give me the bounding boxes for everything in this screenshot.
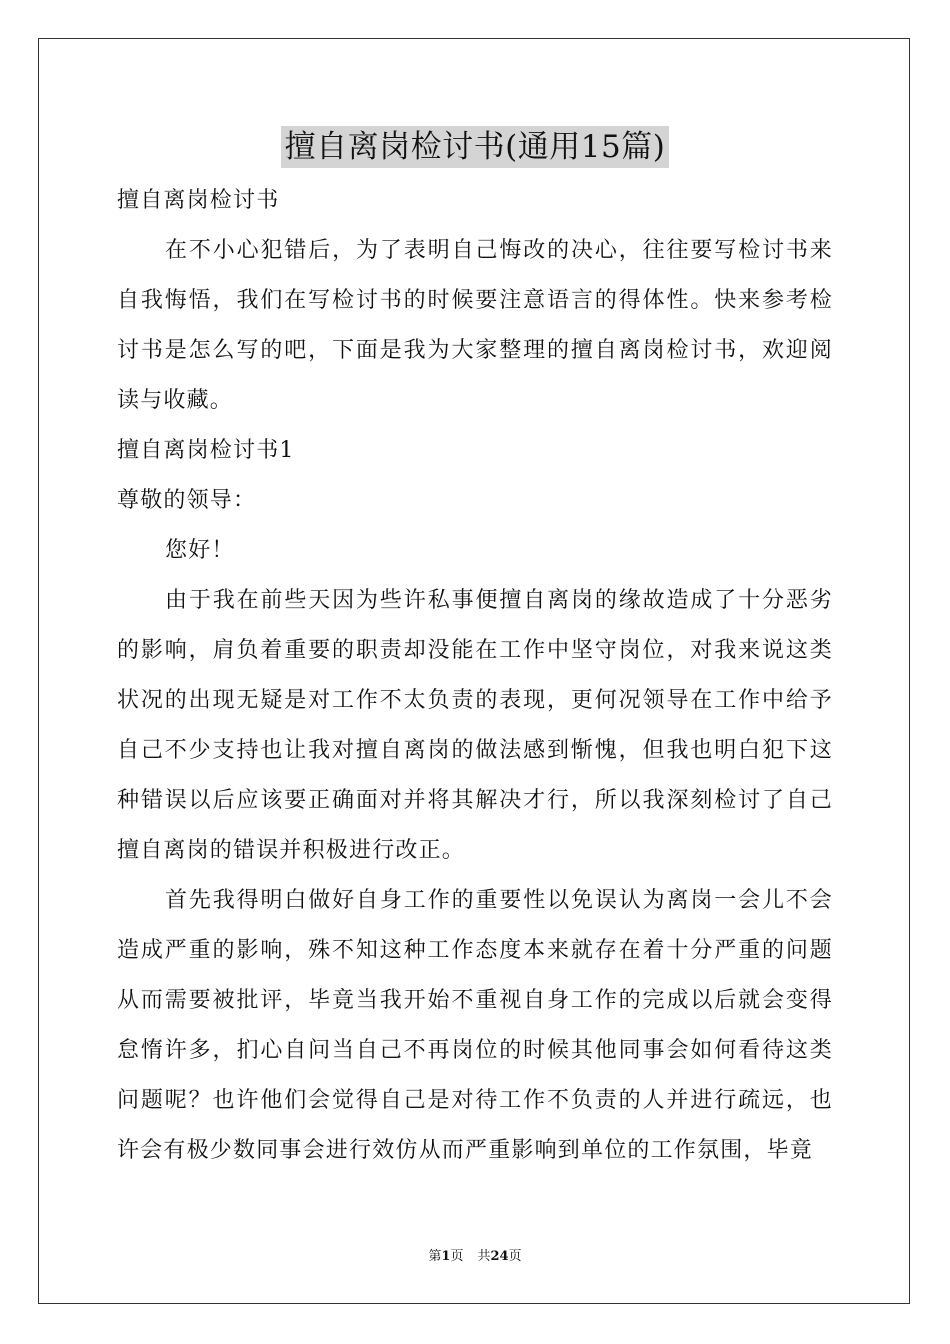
intro-paragraph: 在不小心犯错后，为了表明自己悔改的决心，往往要写检讨书来自我悔悟，我们在写检讨书的时候要注意语言的得体性。快来参考检讨书是怎么写的吧，下面是我为大家整理的擅自离岗检讨书，欢迎阅读与收藏。: [117, 238, 833, 413]
total-pages: 24: [490, 1249, 509, 1264]
document-subtitle: 擅自离岗检讨书: [117, 188, 280, 213]
total-suffix: 页: [508, 1249, 522, 1264]
body-paragraph-1: 由于我在前些天因为些许私事便擅自离岗的缘故造成了十分恶劣的影响，肩负着重要的职责却没能在工作中坚守岗位，对我来说这类状况的出现无疑是对工作不太负责的表现，更何况领导在工作中给予自己不少支持也让我对擅自离岗的做法感到惭愧，但我也明白犯下这种错误以后应该要正确面对并将其解决才行，所以我深刻检讨了自己擅自离岗的错误并积极进行改正。: [117, 588, 833, 863]
page-footer: [0, 1248, 950, 1266]
body-paragraph-2: 首先我得明白做好自身工作的重要性以免误认为离岗一会儿不会造成严重的影响，殊不知这种工作态度本来就存在着十分严重的问题从而需要被批评，毕竟当我开始不重视自身工作的完成以后就会变得怠惰许多，扪心自问当自己不再岗位的时候其他同事会如何看待这类问题呢？也许他们会觉得自己是对待工作不负责的人并进行疏远，也许会有极少数同事会进行效仿从而严重影响到单位的工作氛围，毕竟: [117, 888, 833, 1163]
total-prefix: 共: [477, 1249, 491, 1264]
document-body: [117, 176, 833, 1176]
page-prefix: 第: [428, 1249, 442, 1264]
page-number: 1: [441, 1249, 451, 1264]
salutation: 尊敬的领导：: [117, 488, 257, 513]
document-title: 擅自离岗检讨书(通用15篇): [281, 126, 670, 168]
title-wrap: [0, 126, 950, 168]
section-heading: 擅自离岗检讨书1: [117, 438, 295, 463]
page-suffix: 页: [450, 1249, 464, 1264]
greeting: 您好！: [165, 538, 235, 563]
